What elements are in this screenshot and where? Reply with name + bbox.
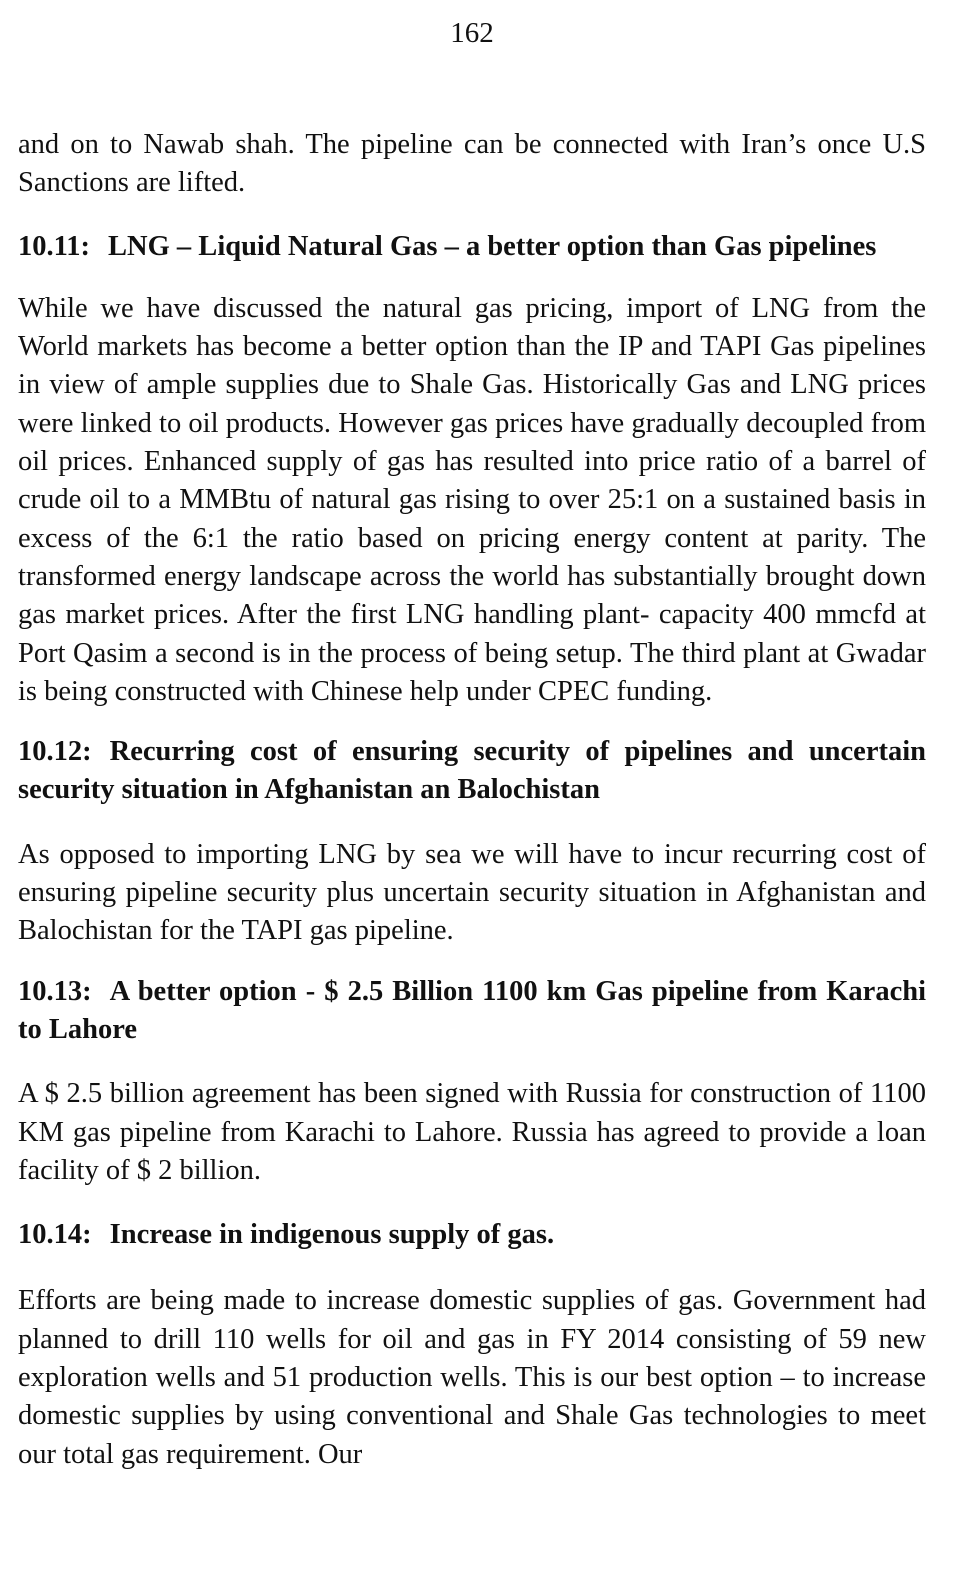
page-number: 162 bbox=[450, 17, 494, 49]
intro-paragraph: and on to Nawab shah. The pipeline can be connected with Iran’s once U.S Sanctions are lifted. bbox=[18, 129, 926, 199]
section-title: Recurring cost of ensuring security of pipelines and uncertain security situation in Afghanistan an Balochistan bbox=[18, 736, 926, 806]
section-title: Increase in indigenous supply of gas. bbox=[109, 1219, 555, 1251]
section-title: LNG – Liquid Natural Gas – a better option than Gas pipelines bbox=[108, 230, 877, 262]
section-body-10-12: As opposed to importing LNG by sea we will have to incur recurring cost of ensuring pipeline security plus uncertain security situation in Afghanistan and Balochistan for the TAPI gas pipeline. bbox=[18, 838, 926, 947]
section-body-10-14: Efforts are being made to increase domestic supplies of gas. Government had planned to drill 110 wells for oil and gas in FY 2014 consisting of 59 new exploration wells and 51 production wells. This is our best option – to increase domestic supplies by using conventional and Shale Gas technologies to meet our total gas requirement. Our bbox=[18, 1285, 926, 1470]
section-number: 10.13: bbox=[18, 975, 92, 1007]
section-body-10-13: A $ 2.5 billion agreement has been signed with Russia for construction of 1100 KM gas pipeline from Karachi to Lahore. Russia has agreed to provide a loan facility of $ 2 billion. bbox=[18, 1078, 926, 1186]
section-title: A better option - $ 2.5 Billion 1100 km Gas pipeline from Karachi to Lahore bbox=[18, 975, 926, 1045]
section-heading-10-11 bbox=[18, 228, 926, 266]
section-number: 10.14: bbox=[18, 1219, 92, 1251]
section-number: 10.12: bbox=[18, 736, 92, 768]
section-heading-10-12 bbox=[18, 733, 926, 810]
section-number: 10.11: bbox=[18, 230, 91, 262]
section-heading-10-14 bbox=[18, 1216, 926, 1254]
section-heading-10-13 bbox=[18, 973, 926, 1050]
section-body-10-11: While we have discussed the natural gas pricing, import of LNG from the World markets has become a better option than the IP and TAPI Gas pipelines in view of ample supplies due to Shale Gas. Historically Gas and LNG prices were linked to oil products. However gas prices have gradually decoupled from oil prices. Enhanced supply of gas has resulted into price ratio of a barrel of crude oil to a MMBtu of natural gas rising to over 25:1 on a sustained basis in excess of the 6:1 the ratio based on pricing energy content at parity. The transformed energy landscape across the world has substantially brought down gas market prices. After the first LNG handling plant- capacity 400 mmcfd at Port Qasim a second is in the process of being setup. The third plant at Gwadar is being constructed with Chinese help under CPEC funding. bbox=[18, 292, 926, 707]
document-page bbox=[18, 0, 926, 1474]
